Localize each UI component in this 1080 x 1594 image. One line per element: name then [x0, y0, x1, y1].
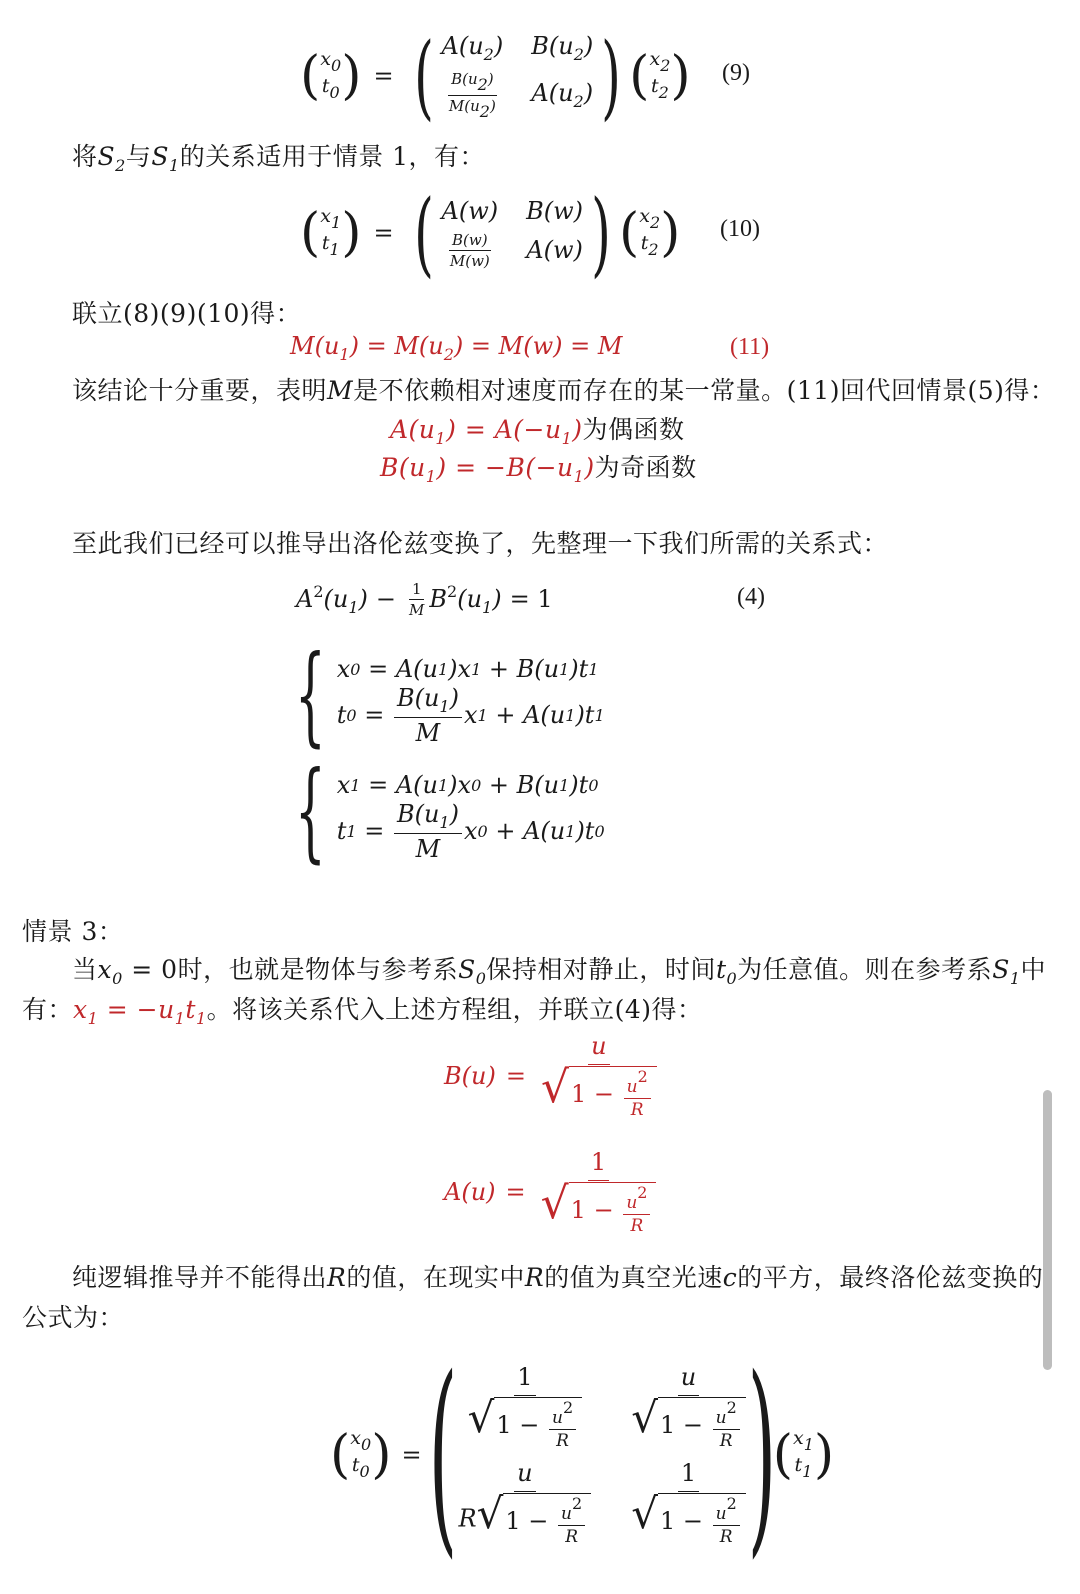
- matrix-cell-12: u √ 1 − $\frac{u^2}{R}$: [628, 1363, 749, 1451]
- matrix-cell-21: u R √ 1 − $\frac{u^2}{R}$: [456, 1459, 595, 1547]
- equation-4: $A^2(u_1)$ − $\frac{1}{M}$ $B^2(u_1)$ = 1: [296, 579, 553, 619]
- lorentz-transformation-equation: ( $x_0$ $t_0$ ) = ( 1 √ 1 − $\frac{u^2}{R}$ u √ 1 − $\frac{u^2}{R}$ u R √ 1 − $\frac{u^2}{R}$ 1 √ 1 − $\frac{u^2}{R}$ ) ( $x_1$ $t_1$ ): [330, 1332, 835, 1577]
- system-x1-t1: { x 1 = A(u 1 )x 0 + B(u 1 )t 0 t 1 = $\frac{B(u_1)}{M}$ x 0 + A(u 1 )t 0: [294, 749, 605, 874]
- equation-11: $M(u_1) = M(u_2) = M(w) = M$: [290, 332, 623, 364]
- text-line-1: 将$S_2$与$S_1$的关系适用于情景 1，有：: [72, 142, 486, 175]
- equation-number-4: (4): [737, 584, 765, 610]
- even-function-line: $A(u_1) = A(-u_1)$为偶函数: [390, 415, 685, 448]
- text-line-6: 公式为：: [22, 1303, 125, 1332]
- system-x0-t0: { x 0 = A(u 1 )x 1 + B(u 1 )t 1 t 0 = $\frac{B(u_1)}{M}$ x 1 + A(u 1 )t 1: [294, 633, 605, 758]
- equation-number-11: (11): [730, 334, 770, 360]
- text-line-4: 至此我们已经可以推导出洛伦兹变换了，先整理一下我们所需的关系式：: [72, 529, 889, 558]
- vertical-scrollbar[interactable]: [1043, 1090, 1052, 1370]
- equation-number-10: (10): [720, 216, 760, 242]
- matrix-cell-11: 1 √ 1 − $\frac{u^2}{R}$: [465, 1363, 586, 1451]
- text-line-2: 联立(8)(9)(10)得：: [72, 299, 302, 328]
- odd-function-line: $B(u_1) = -B(-u_1)$为奇函数: [380, 453, 697, 486]
- scenario-3-line-2: 有：$x_1 = -u_1t_1$。将该关系代入上述方程组，并联立(4)得：: [22, 995, 703, 1028]
- matrix-cell-22: 1 √ 1 − $\frac{u^2}{R}$: [628, 1459, 749, 1547]
- text-line-5: 纯逻辑推导并不能得出R的值，在现实中R的值为真空光速c的平方，最终洛伦兹变换的: [72, 1263, 1044, 1292]
- equation-A-of-u: A(u) = 1 √ 1 − $\frac{u^2}{R}$: [444, 1148, 661, 1236]
- equation-9: ( $x_0$ $t_0$ ) = ( $A(u_2)$ $B(u_2)$ $\frac{B(u_2)}{M(u_2)}$ $A(u_2)$ ) ( $x_2$ $t_2$ ): [300, 22, 691, 130]
- equation-number-9: (9): [722, 60, 750, 86]
- scenario-3-title: 情景 3：: [22, 917, 124, 946]
- scenario-3-line-1: 当$x_0 = 0$时，也就是物体与参考系$S_0$保持相对静止，时间$t_0$为任意值。则在参考系$S_1$中: [72, 955, 1047, 988]
- text-line-3: 该结论十分重要，表明M是不依赖相对速度而存在的某一常量。(11)回代回情景(5)得：: [72, 376, 1056, 405]
- equation-B-of-u: B(u) = u √ 1 − $\frac{u^2}{R}$: [444, 1032, 662, 1120]
- equation-10: ( $x_1$ $t_1$ ) = ( A(w) B(w) $\frac{B(w)}{M(w)}$ A(w) ) ( $x_2$ $t_2$ ): [300, 179, 681, 287]
